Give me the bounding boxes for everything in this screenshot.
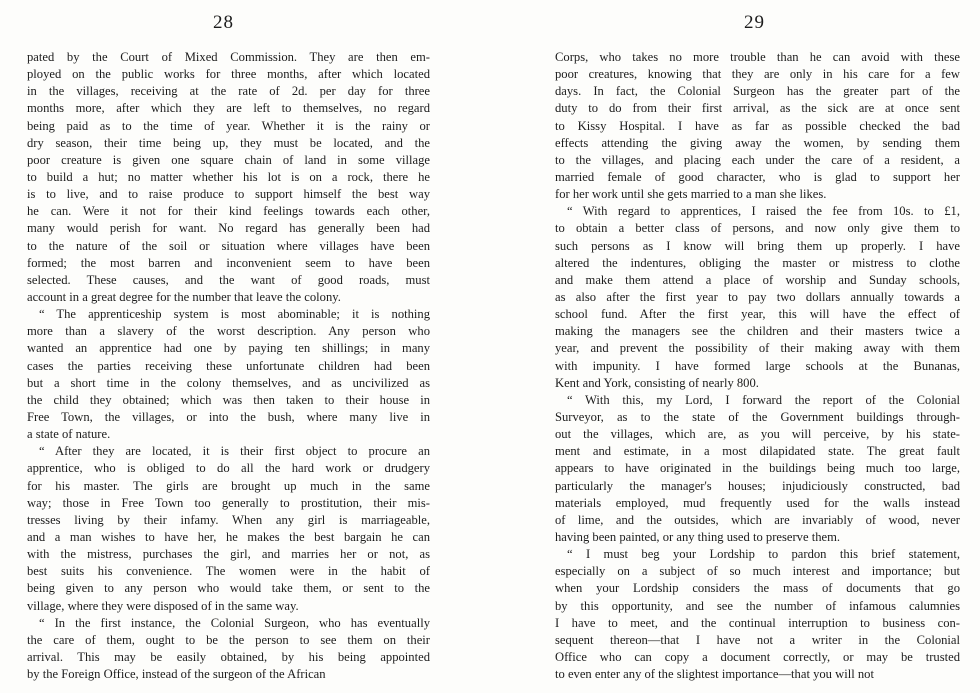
text-line: Free Town, the villages, or into the bush, where many live in [27, 409, 430, 424]
text-line: materials employed, mud frequently used for the walls instead [555, 495, 960, 510]
text-line: apprentice, who is obliged to do all the hard work or drudgery [27, 461, 430, 476]
text-line: to build a hut; no matter whether his lot is on a rock, there he [27, 169, 430, 184]
text-line: “ In the first instance, the Colonial Surgeon, who has eventually [39, 615, 430, 630]
text-line: but a short time in the colony themselves, and as uncivilized as [27, 375, 430, 390]
text-line: “ After they are located, it is their first object to procure an [39, 444, 430, 459]
text-line: by the Foreign Office, instead of the surgeon of the African [27, 667, 326, 682]
text-line: best suits his convenience. The women were in the habit of [27, 564, 430, 579]
text-line: and make them attend a place of worship and Sunday schools, [555, 272, 960, 287]
text-line: many would perish for want. No regard has generally been had [27, 221, 430, 236]
text-line: year, and prevent the possibility of their making away with them [555, 341, 960, 356]
page-body [27, 49, 430, 683]
text-line: school fund. After the first year, this will have the effect of [555, 307, 960, 322]
text-line: a state of nature. [27, 427, 111, 442]
page-number: 29 [744, 12, 765, 33]
text-line: with the mistress, purchases the girl, and marries her or not, as [27, 547, 430, 562]
text-line: “ The apprenticeship system is most abominable; it is nothing [39, 307, 430, 322]
right-page [490, 0, 980, 693]
text-line: Kent and York, consisting of nearly 800. [555, 375, 759, 390]
text-line: especially on a subject of so much interest and importance; but [555, 564, 960, 579]
text-line: poor creatures, knowing that they are only in his care for a few [555, 67, 960, 82]
text-line: formed; the most barren and inconvenient seem to have been [27, 255, 430, 270]
text-line: wanted an apprentice had one by paying ten shillings; in many [27, 341, 430, 356]
text-line: appears to have originated in the buildings being much too large, [555, 461, 960, 476]
text-line: to obtain a better class of persons, and now only give them to [555, 221, 960, 236]
page-number: 28 [213, 12, 234, 33]
text-line: when your Lordship considers the mass of documents that go [555, 581, 960, 596]
text-line: out the villages, which are, as you will perceive, by his state- [555, 427, 960, 442]
text-line: having been painted, or any thing used to preserve them. [555, 529, 841, 544]
text-line: particularly the manager's houses; injudiciously constructed, bad [555, 478, 960, 493]
text-line: is to live, and to raise produce to support himself the best way [27, 187, 430, 202]
text-line: for his master. The girls are brought up much in the same [27, 478, 430, 493]
text-line: to the nature of the soil or situation where villages have been [27, 238, 430, 253]
text-line: pated by the Court of Mixed Commission. They are then em- [27, 50, 430, 64]
text-line: in the villages, receiving at the rate of 2d. per day for three [27, 84, 430, 99]
text-line: married female of good character, who is glad to support her [555, 169, 960, 184]
text-line: Office who can copy a document correctly, or may be trusted [555, 649, 960, 664]
text-line: “ I must beg your Lordship to pardon this brief statement, [567, 547, 960, 562]
text-line: duty to do from their first arrival, as the sick are at once sent [555, 101, 960, 116]
text-line: Surveyor, as to the state of the Government buildings through- [555, 409, 960, 424]
text-line: the child they obtained; which was then taken to their house in [27, 392, 430, 407]
text-line: being given to any person who would take them, or sent to the [27, 581, 430, 596]
text-line: sequent thereon—that I have not a writer in the Colonial [555, 632, 960, 647]
page-body [555, 49, 960, 683]
text-line: to the villages, and placing each under the care of a resident, a [555, 152, 960, 167]
text-line: by this opportunity, and see the number of infamous calumnies [555, 598, 960, 613]
text-line: account in a great degree for the number that leave the colony. [27, 289, 341, 304]
text-line: such persons as I know will bring them up properly. I have [555, 238, 960, 253]
text-line: Corps, who takes no more trouble than he can avoid with these [555, 50, 960, 64]
text-line: days. In fact, the Colonial Surgeon has the greater part of the [555, 84, 960, 99]
text-line: he can. Were it not for their kind feelings towards each other, [27, 204, 430, 219]
text-line: for her work until she gets married to a man she likes. [555, 187, 827, 202]
text-line: to Kissy Hospital. I have as far as possible checked the bad [555, 118, 960, 133]
text-line: as also after the first year to pay two dollars annually towards a [555, 289, 960, 304]
text-line: “ With this, my Lord, I forward the report of the Colonial [567, 392, 960, 407]
text-line: with impunity. I have formed large schools at the Bunanas, [555, 358, 960, 373]
text-line: altered the indentures, obliging the master or mistress to clothe [555, 255, 960, 270]
text-line: tresses living by their infamy. When any girl is marriageable, [27, 512, 430, 527]
text-line: way; those in Free Town too generally to prostitution, their mis- [27, 495, 430, 510]
text-line: more than a slavery of the worst description. Any person who [27, 324, 430, 339]
text-line: poor creature is given one square chain of land in some village [27, 152, 430, 167]
text-line: effects attending the giving away the women, by sending them [555, 135, 960, 150]
text-line: and a man wishes to have her, he makes the best bargain he can [27, 529, 430, 544]
text-line: village, where they were disposed of in the same way. [27, 598, 299, 613]
text-line: I have to meet, and the continual interruption to business con- [555, 615, 960, 630]
text-line: selected. These causes, and the want of good roads, must [27, 272, 430, 287]
text-line: dry season, their time being up, they must be located, and the [27, 135, 430, 150]
text-line: “ With regard to apprentices, I raised the fee from 10s. to £1, [567, 204, 960, 219]
text-line: to even enter any of the slightest importance—that you will not [555, 667, 874, 682]
text-line: ployed on the public works for three months, after which located [27, 67, 430, 82]
text-line: making the managers see the children and their masters twice a [555, 324, 960, 339]
text-line: of lime, and the outsides, which are invariably of wood, never [555, 512, 960, 527]
text-line: arrival. This may be easily obtained, by his being appointed [27, 649, 430, 664]
text-line: ment and estimate, in a most dilapidated state. The great fault [555, 444, 960, 459]
text-line: the care of them, ought to be the person to see them on their [27, 632, 430, 647]
text-line: being paid as to the time of year. Whether it is the rainy or [27, 118, 430, 133]
text-line: months more, after which they are left to themselves, no regard [27, 101, 430, 116]
text-line: cases the parties receiving these unfortunate children had been [27, 358, 430, 373]
